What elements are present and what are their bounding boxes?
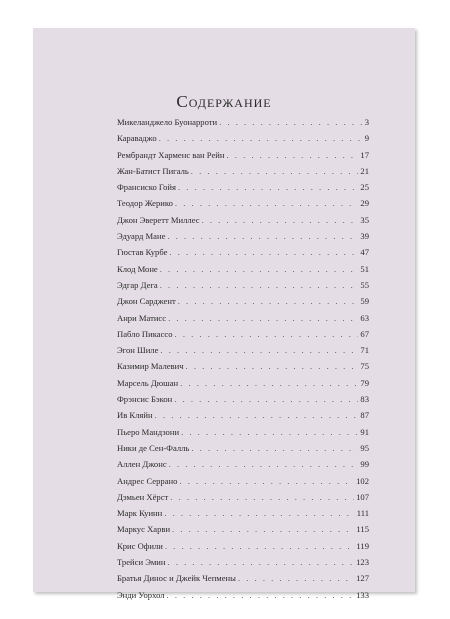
dot-leader — [191, 166, 359, 176]
toc-entry — [117, 264, 369, 280]
toc-entry-name: Марк Куинн — [117, 508, 163, 519]
dot-leader — [191, 443, 358, 453]
toc-entry-name: Джон Эверетт Миллес — [117, 214, 200, 225]
toc-entry-page-number: 9 — [364, 133, 369, 144]
toc-entry-page-number: 71 — [360, 345, 369, 356]
toc-entry — [117, 117, 369, 133]
dot-leader — [180, 378, 358, 388]
toc-entry-name: Пабло Пикассо — [117, 328, 173, 339]
toc-entry-page-number: 29 — [360, 198, 369, 209]
toc-entry-page-number: 3 — [364, 117, 369, 127]
toc-entry — [117, 166, 369, 182]
dot-leader — [172, 524, 354, 534]
dot-leader — [179, 476, 354, 486]
toc-entry-name: Эдгар Дега — [117, 279, 158, 290]
dot-leader — [226, 150, 358, 160]
dot-leader — [186, 361, 359, 371]
toc-entry-page-number: 17 — [360, 149, 369, 160]
toc-entry-page-number: 119 — [356, 540, 369, 551]
toc-entry — [117, 150, 369, 166]
toc-entry-page-number: 39 — [360, 231, 369, 242]
dot-leader — [168, 557, 355, 567]
dot-leader — [178, 296, 359, 306]
toc-entry-page-number: 55 — [360, 279, 369, 290]
toc-entry — [117, 198, 369, 214]
toc-entry-name: Аллен Джонс — [117, 459, 167, 470]
toc-entry-page-number: 63 — [360, 312, 369, 323]
dot-leader — [168, 313, 358, 323]
toc-entry-name: Рембрандт Харменс ван Рейн — [117, 149, 225, 160]
toc-entry-name: Андрес Серрано — [117, 475, 178, 486]
toc-entry-name: Микеланджело Буонарроти — [117, 117, 218, 127]
dot-leader — [238, 573, 354, 583]
toc-entry-page-number: 99 — [360, 459, 369, 470]
toc-entry-name: Джон Сарджент — [117, 296, 176, 307]
toc-entry-name: Гюстав Курбе — [117, 247, 168, 258]
toc-entry — [117, 573, 369, 589]
dot-leader — [160, 280, 359, 290]
toc-entry-name: Клод Моне — [117, 263, 158, 274]
toc-entry-name: Пьеро Мандзони — [117, 426, 180, 437]
toc-entry-name: Энди Уорхол — [117, 589, 165, 600]
toc-entry-page-number: 79 — [360, 377, 369, 388]
dot-leader — [164, 508, 354, 518]
toc-entry-name: Трейси Эмин — [117, 557, 166, 568]
dot-leader — [181, 427, 358, 437]
toc-entry — [117, 215, 369, 231]
toc-entry-page-number: 133 — [356, 589, 369, 600]
toc-entry — [117, 345, 369, 361]
dot-leader — [165, 541, 355, 551]
toc-entry-page-number: 51 — [360, 263, 369, 274]
toc-entry — [117, 410, 369, 426]
toc-entry-page-number: 91 — [360, 426, 369, 437]
toc-entry — [117, 557, 369, 573]
toc-entry-page-number: 83 — [360, 394, 369, 405]
dot-leader — [175, 198, 358, 208]
toc-entry-page-number: 59 — [360, 296, 369, 307]
toc-entry-page-number: 47 — [360, 247, 369, 258]
toc-entry — [117, 541, 369, 557]
toc-entry-name: Казимир Малевич — [117, 361, 184, 372]
book-page — [33, 28, 415, 600]
toc-entry — [117, 492, 369, 508]
toc-entry-name: Братья Динос и Джейк Чепмены — [117, 573, 236, 584]
dot-leader — [159, 133, 363, 143]
toc-entry — [117, 394, 369, 410]
toc-entry — [117, 313, 369, 329]
toc-entry-page-number: 107 — [356, 491, 369, 502]
dot-leader — [175, 329, 359, 339]
toc-entry-page-number: 115 — [356, 524, 369, 535]
toc-entry — [117, 329, 369, 345]
toc-entry — [117, 296, 369, 312]
toc-entry — [117, 427, 369, 443]
toc-entry-page-number: 95 — [360, 442, 369, 453]
toc-entry — [117, 378, 369, 394]
toc-entry-page-number: 123 — [356, 557, 369, 568]
dot-leader — [160, 345, 358, 355]
toc-entry — [117, 524, 369, 540]
toc-entry-name: Крис Офили — [117, 540, 163, 551]
toc-entry — [117, 133, 369, 149]
toc-entry-page-number: 35 — [360, 214, 369, 225]
toc-entry — [117, 361, 369, 377]
toc-entry — [117, 476, 369, 492]
toc-entry-name: Дэмьен Хёрст — [117, 491, 169, 502]
dot-leader — [219, 117, 363, 127]
toc-entry — [117, 508, 369, 524]
table-of-contents — [117, 117, 369, 606]
toc-entry-name: Теодор Жерико — [117, 198, 173, 209]
dot-leader — [174, 394, 358, 404]
toc-entry-name: Караваджо — [117, 133, 157, 144]
toc-entry-page-number: 102 — [356, 475, 369, 486]
toc-entry-page-number: 87 — [360, 410, 369, 421]
toc-entry-page-number: 111 — [356, 508, 369, 519]
dot-leader — [202, 215, 359, 225]
toc-entry — [117, 280, 369, 296]
toc-entry-name: Фрэнсис Бэкон — [117, 394, 173, 405]
dot-leader — [155, 410, 359, 420]
toc-entry — [117, 443, 369, 459]
toc-entry-name: Эгон Шиле — [117, 345, 159, 356]
toc-entry-page-number: 75 — [360, 361, 369, 372]
dot-leader — [169, 459, 359, 469]
toc-entry-name: Ив Кляйн — [117, 410, 153, 421]
toc-entry-name: Анри Матисс — [117, 312, 167, 323]
dot-leader — [160, 264, 359, 274]
toc-entry — [117, 231, 369, 247]
toc-entry — [117, 459, 369, 475]
toc-entry-name: Маркус Харви — [117, 524, 171, 535]
dot-leader — [167, 231, 358, 241]
toc-entry-page-number: 67 — [360, 328, 369, 339]
dot-leader — [169, 247, 358, 257]
toc-entry-page-number: 21 — [360, 165, 369, 176]
contents-title: Содержание — [176, 92, 272, 111]
toc-entry-name: Жан-Батист Пигаль — [117, 165, 189, 176]
toc-entry-page-number: 25 — [360, 182, 369, 193]
toc-entry-name: Франсиско Гойя — [117, 182, 176, 193]
toc-entry — [117, 182, 369, 198]
toc-entry-page-number: 127 — [356, 573, 369, 584]
dot-leader — [178, 182, 358, 192]
dot-leader — [167, 590, 355, 600]
toc-entry — [117, 590, 369, 606]
toc-entry-name: Марсель Дюшан — [117, 377, 179, 388]
toc-entry-name: Эдуард Мане — [117, 231, 166, 242]
toc-entry — [117, 247, 369, 263]
dot-leader — [170, 492, 354, 502]
toc-entry-name: Ники де Сен-Фалль — [117, 442, 190, 453]
